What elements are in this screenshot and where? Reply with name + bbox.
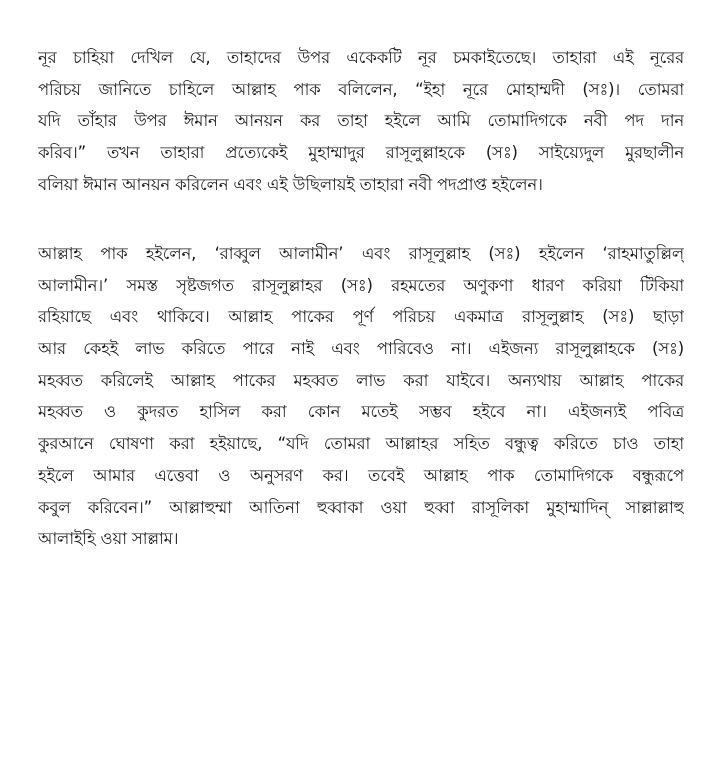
text-line: কবুল করিবেন।” আল্লাহুম্মা আতিনা হুব্বাকা ওয়া হুব্বা রাসূলিকা মুহাম্মাদিন্ সাল্লাল্লাহু xyxy=(38,497,684,517)
paragraph-2 xyxy=(38,238,684,555)
paragraph-1 xyxy=(38,42,684,200)
text-line: আর কেহই লাভ করিতে পারে নাই এবং পারিবেও না। এইজন্য রাসূলুল্লাহকে (সঃ) xyxy=(38,339,684,359)
text-line: নূর চাহিয়া দেখিল যে, তাহাদের উপর একেকটি নূর চমকাইতেছে। তাহারা এই নূরের xyxy=(38,48,684,67)
text-line: যদি তাঁহার উপর ঈমান আনয়ন কর তাহা হইলে আমি তোমাদিগকে নবী পদ দান xyxy=(38,111,684,131)
text-line: মহব্বত করিলেই আল্লাহ পাকের মহব্বত লাভ করা যাইবে। অন্যথায় আল্লাহ পাকের xyxy=(38,370,684,390)
text-line: আলাইহি ওয়া সাল্লাম। xyxy=(38,529,179,549)
text-line: পরিচয় জানিতে চাহিলে আল্লাহ পাক বলিলেন, “ইহা নূরে মোহাম্মদী (সঃ)। তোমরা xyxy=(38,79,684,99)
text-line: করিব।” তখন তাহারা প্রত্যেকেই মুহাম্মাদুর রাসূলুল্লাহকে (সঃ) সাইয়্যেদুল মুরছালীন xyxy=(38,143,684,163)
text-line: কুরআনে ঘোষণা করা হইয়াছে, “যদি তোমরা আল্লাহর সহিত বন্ধুত্ব করিতে চাও তাহা xyxy=(38,434,684,454)
text-line: আল্লাহ পাক হইলেন, ‘রাব্বুল আলামীন’ এবং রাসূলুল্লাহ (সঃ) হইলেন ‘রাহমাতুল্লিল্ xyxy=(38,244,684,263)
text-line: মহব্বত ও কুদরত হাসিল করা কোন মতেই সম্ভব হইবে না। এইজন্যই পবিত্র xyxy=(38,402,684,422)
text-line: বলিয়া ঈমান আনয়ন করিলেন এবং এই উছিলায়ই তাহারা নবী পদপ্রাপ্ত হইলেন। xyxy=(38,174,543,194)
text-line: আলামীন।’ সমস্ত সৃষ্টজগত রাসূলুল্লাহর (সঃ) রহমতের অণুকণা ধারণ করিয়া টিকিয়া xyxy=(38,275,684,295)
text-line: হইলে আমার এত্তেবা ও অনুসরণ কর। তবেই আল্লাহ পাক তোমাদিগকে বন্ধুরূপে xyxy=(38,465,684,485)
text-line: রহিয়াছে এবং থাকিবে। আল্লাহ পাকের পূর্ণ পরিচয় একমাত্র রাসূলুল্লাহ (সঃ) ছাড়া xyxy=(38,307,684,327)
